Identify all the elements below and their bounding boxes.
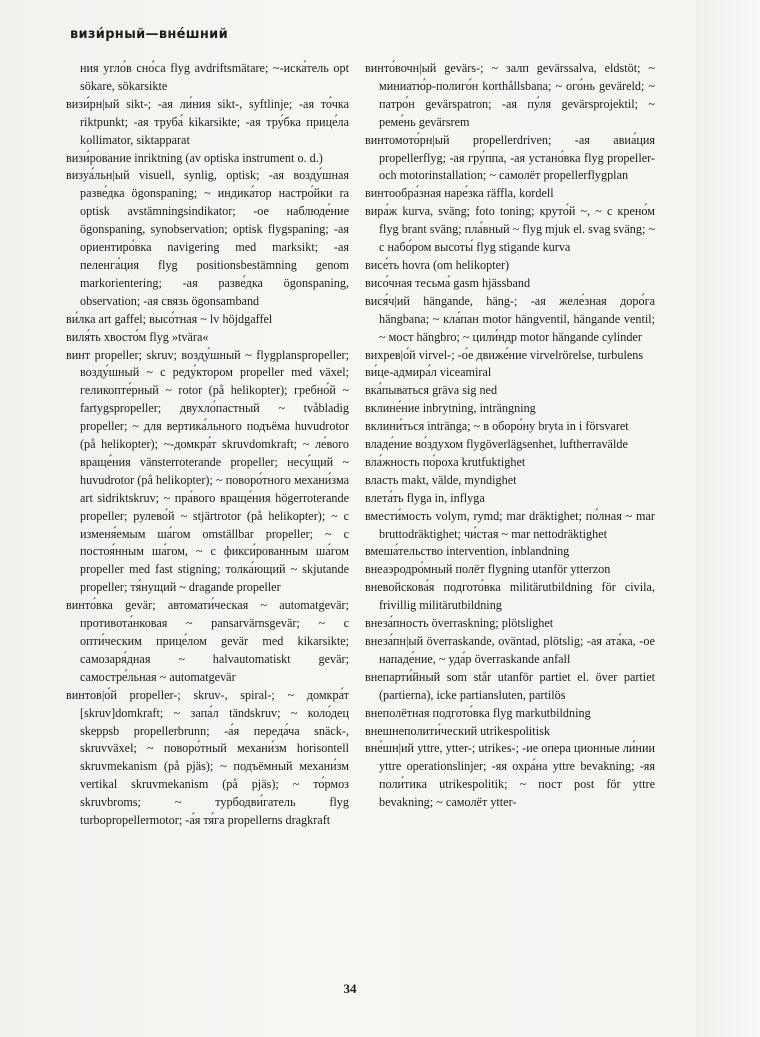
dictionary-entry: визи́рн|ый sikt-; -ая ли́ния sikt-, syftlinje; -ая то́чка riktpunkt; -ая труба́ kikarsikte; -ая тру́бка прице́ла kollimator, siktapparat [66,96,349,147]
dictionary-entry: вмеша́тельство intervention, inblandning [365,544,570,559]
dictionary-entry: вне́шн|ий yttre, ytter-; utrikes-; -ие опера ционные ли́нии yttre operationslinjer; -яя охра́на yttre bevakning; -яя поли́тика utrikespolitik; ~ пост post för yttre bevakning; ~ самолёт ytter- [365,741,655,810]
dictionary-entry: ви́це-адмира́л viceamiral [365,365,492,380]
running-head: визи́рный—вне́шний [70,27,228,42]
dictionary-entry: вла́жность по́роха krutfuktighet [365,454,526,469]
dictionary-entry: внепарти́йный som står utanför partiet el. över partiet (partierna), icke partiansluten, partilös [365,669,655,702]
dictionary-entry: вися́ч|ий hängande, häng-; -ая желе́зная доро́га hängbana; ~ кла́пан motor hängventil, hängande ventil; ~ мост hängbro; ~ цили́ндр motor hängande cylinder [365,293,655,344]
dictionary-entry: внеаэродро́мный полёт flygning utanför ytterzon [365,562,611,577]
adjacent-page-edge [696,0,760,1037]
dictionary-entry: вмести́мость volym, rymd; mar dräktighet; по́лная ~ mar bruttodräktighet; чи́стая ~ mar nettodräktighet [365,508,655,541]
dictionary-entry: ния угло́в сно́са flyg avdriftsmätare; ~-иска́тель opt sökare, sökarsikte [80,61,349,93]
dictionary-entry: винтомото́рн|ый propellerdriven; -ая авиа́ция propellerflyg; -ая гру́ппа, -ая устано́вка flyg propeller- och motorinstallation; ~ самолёт propellerflygplan [365,132,655,183]
dictionary-entry: вневойскова́я подгото́вка militärutbildning för civila, frivillig militärutbildning [365,580,655,613]
dictionary-entry: власть makt, välde, myndighet [365,472,517,487]
dictionary-entry: ви́лка art gaffel; высо́тная ~ lv höjdgaffel [66,311,273,326]
dictionary-entry: винто́вочн|ый gevärs-; ~ залп gevärssalva, eldstöt; ~ миниатю́р-полиго́н korthållsbana; ~ ого́нь geväreld; ~ патро́н gevärspatron; -ая пу́ля gevärsprojektil; ~ реме́нь gevärsrem [365,61,655,129]
dictionary-entry: вка́пываться gräva sig ned [365,383,498,398]
dictionary-entry: внешнеполити́ческий utrikespolitisk [365,723,550,738]
dictionary-entry: виля́ть хвосто́м flyg »tvära« [66,329,209,344]
right-column [365,60,655,812]
dictionary-entry: вклини́ться intränga; ~ в оборо́ну bryta in i försvaret [365,419,629,434]
dictionary-entry: винт propeller; skruv; возду́шный ~ flygplanspropeller; возду́шный ~ с реду́ктором propeller med växel; геликопте́рный ~ rotor (på helikopter); гребно́й ~ fartygspropeller; двухло́пастный ~ tvåbladig propeller; ~ для вертика́льного подъёма huvudrotor (på helikopter); ~-домкра́т skruvdomkraft; ~ ле́вого враще́ния vänsterroterande propeller; несу́щий ~ huvudrotor (på helikopter); ~ поворо́тного механи́зма art sidriktskruv; ~ пра́вого враще́ния högerroterande propeller; рулево́й ~ stjärtrotor (på helikopter); ~ с изменя́емым ша́гом omställbar propeller; ~ с постоя́нным ша́гом, ~ с фикси́рованным ша́гом propeller med fast stigning; толка́ющий ~ skjutande propeller; тя́нущий ~ dragande propeller [66,347,349,595]
dictionary-entry: вихрев|о́й virvel-; -о́е движе́ние virvelrörelse, turbulens [365,347,644,362]
dictionary-entry: вира́ж kurva, sväng; foto toning; круто́й ~, ~ с крено́м flyg brant sväng; пла́вный ~ flyg mjuk el. svag sväng; ~ с набо́ром высоты́ flyg stigande kurva [365,204,655,255]
dictionary-entry: владе́ние во́здухом flygöverlägsenhet, luftherravälde [365,437,628,452]
dictionary-entry: влета́ть flyga in, inflyga [365,490,485,505]
dictionary-entry: винтов|о́й propeller-; skruv-, spiral-; ~ домкра́т [skruv]domkraft; ~ запа́л tändskruv; ~ коло́дец skeppsb propellerbrunn; -а́я переда́ча snäck-, skruvväxel; ~ поворо́тный механи́зм horisontell skruvmekanism (på pjäs); ~ подъёмный механи́зм vertikal skruvmekanism (på pjäs); ~ то́рмоз skruvbroms; ~ турбодви́гатель flyg turbopropellermotor; -а́я тя́га propellerns dragkraft [66,687,349,828]
dictionary-entry: винтообра́зная наре́зка räffla, kordell [365,186,554,201]
dictionary-entry: висо́чная тесьма́ gasm hjässband [365,275,531,290]
dictionary-entry: внеза́пн|ый överraskande, oväntad, plötslig; -ая ата́ка, -ое нападе́ние, ~ уда́р överraskande anfall [365,634,655,666]
dictionary-entry: висе́ть hovra (om helikopter) [365,257,510,272]
dictionary-entry: винто́вка gevär; автомати́ческая ~ automatgevär; противота́нковая ~ pansarvärnsgevär; ~ с опти́ческим прице́лом gevär med kikarsikte; самозаря́дная ~ halvautomatiskt gevär; самостре́льная ~ automatgevär [66,598,349,684]
dictionary-entry: визуа́льн|ый visuell, synlig, optisk; -ая возду́шная разве́дка ögonspaning; ~ индика́тор настро́йки ra optisk avstämningsindikator; -ое наблюде́ние ögonspaning, synobservation; optisk flygspaning; -ая ориентиро́вка navigering med marksikt; -ая пеленга́ция flyg positionsbestämning genom markorientering; -ая разве́дка ögonspaning, observation; -ая связь ögonsamband [66,168,349,308]
dictionary-entry: вклине́ние inbrytning, inträngning [365,401,536,416]
dictionary-entry: внеза́пность överraskning; plötslighet [365,616,554,631]
left-column [66,60,349,830]
dictionary-entry: визи́рование inriktning (av optiska instrument o. d.) [66,150,323,165]
dictionary-entry: внеполётная подгото́вка flyg markutbildning [365,705,591,720]
page-number: 34 [343,981,357,996]
